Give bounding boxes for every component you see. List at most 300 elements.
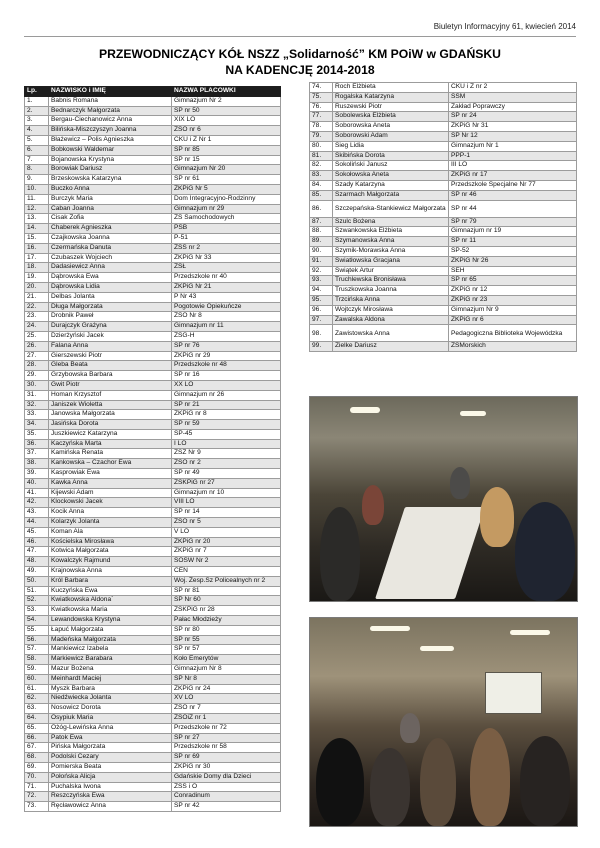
row-lp: 53.: [25, 606, 49, 616]
row-institution: SP nr 61: [172, 175, 281, 185]
table-row: [25, 243, 281, 253]
row-institution: Gimnazjum nr 29: [172, 204, 281, 214]
table-row: [25, 175, 281, 185]
table-row: [310, 171, 577, 181]
row-lp: 58.: [25, 655, 49, 665]
row-name: Nosowicz Dorota: [49, 704, 172, 714]
table-row: [25, 802, 281, 812]
row-institution: SP nr 59: [172, 420, 281, 430]
table-row: [25, 204, 281, 214]
row-institution: CKU i Z nr 2: [449, 83, 577, 93]
row-name: Kolarzyk Jolanta: [49, 518, 172, 528]
row-institution: SP nr 80: [172, 625, 281, 635]
table-row: [25, 665, 281, 675]
title-line-2: NA KADENCJĘ 2014-2018: [225, 63, 375, 77]
row-lp: 90.: [310, 246, 333, 256]
table-row: [25, 282, 281, 292]
row-institution: Gimnazjum nr 11: [172, 322, 281, 332]
row-institution: ZKPiG nr 29: [172, 351, 281, 361]
row-name: Janowska Małgorzata: [49, 410, 172, 420]
table-row: [310, 315, 577, 325]
row-name: Markiewicz Barabara: [49, 655, 172, 665]
row-name: Kaczyńska Marta: [49, 439, 172, 449]
table-row: [25, 390, 281, 400]
row-lp: 88.: [310, 227, 333, 237]
row-name: Połońska Alicja: [49, 772, 172, 782]
attendee: [320, 507, 360, 601]
row-lp: 97.: [310, 315, 333, 325]
header-name: NAZWISKO i IMIĘ: [49, 87, 172, 97]
row-name: Szarmach Małgorzata: [333, 190, 449, 200]
row-lp: 84.: [310, 180, 333, 190]
row-name: Rogalska Katarzyna: [333, 92, 449, 102]
table-row: [25, 380, 281, 390]
header-lp: Lp.: [25, 87, 49, 97]
row-name: Dadasiewicz Anna: [49, 263, 172, 273]
row-name: Kankowska – Czachor Ewa: [49, 459, 172, 469]
row-lp: 27.: [25, 351, 49, 361]
table-row: [25, 792, 281, 802]
row-lp: 40.: [25, 478, 49, 488]
row-institution: SP nr 27: [172, 733, 281, 743]
table-row: [25, 547, 281, 557]
row-lp: 26.: [25, 341, 49, 351]
row-lp: 19.: [25, 273, 49, 283]
row-institution: P Nr 43: [172, 292, 281, 302]
attendee: [370, 748, 410, 826]
row-institution: Koło Emerytów: [172, 655, 281, 665]
table-row: [25, 322, 281, 332]
row-name: Truchlewska Bronisława: [333, 276, 449, 286]
row-institution: SP nr 21: [172, 400, 281, 410]
row-lp: 13.: [25, 214, 49, 224]
row-lp: 35.: [25, 429, 49, 439]
table-row: [25, 596, 281, 606]
attendee: [515, 502, 575, 601]
table-row: [310, 180, 577, 190]
row-lp: 38.: [25, 459, 49, 469]
row-lp: 78.: [310, 122, 333, 132]
row-lp: 62.: [25, 694, 49, 704]
row-name: Błażewicz – Polis Agnieszka: [49, 135, 172, 145]
table-row: [25, 155, 281, 165]
row-institution: Gimnazjum nr 26: [172, 390, 281, 400]
table-row: [310, 200, 577, 217]
row-institution: SP nr 79: [449, 217, 577, 227]
row-institution: ZKPiG Nr 31: [449, 122, 577, 132]
chairpersons-table-left: [24, 86, 281, 812]
table-row: [25, 586, 281, 596]
row-institution: ZKPiG nr 20: [172, 537, 281, 547]
row-institution: PSB: [172, 224, 281, 234]
row-institution: ZKPiG nr 17: [449, 171, 577, 181]
row-institution: ZKPiG nr 23: [449, 295, 577, 305]
row-name: Szady Katarzyna: [333, 180, 449, 190]
row-lp: 83.: [310, 171, 333, 181]
row-lp: 14.: [25, 224, 49, 234]
row-institution: SP nr 44: [449, 200, 577, 217]
row-name: Myszk Barbara: [49, 684, 172, 694]
row-lp: 86.: [310, 200, 333, 217]
table-row: [25, 351, 281, 361]
row-lp: 47.: [25, 547, 49, 557]
table-row: [310, 256, 577, 266]
row-name: Durajczyk Grażyna: [49, 322, 172, 332]
header-institution: NAZWA PLACÓWKI: [172, 87, 281, 97]
row-lp: 98.: [310, 325, 333, 342]
row-institution: ZSZ Nr 9: [172, 449, 281, 459]
row-institution: SP nr 49: [172, 469, 281, 479]
row-institution: ZKPiG Nr 26: [449, 256, 577, 266]
table-row: [25, 194, 281, 204]
row-lp: 93.: [310, 276, 333, 286]
row-lp: 43.: [25, 508, 49, 518]
row-name: Szczepańska-Stankiewicz Małgorzata: [333, 200, 449, 217]
row-name: Ożóg-Lewińska Anna: [49, 723, 172, 733]
row-lp: 94.: [310, 286, 333, 296]
row-name: Brzeskowska Katarzyna: [49, 175, 172, 185]
row-name: Wojtczyk Mirosława: [333, 305, 449, 315]
row-lp: 51.: [25, 586, 49, 596]
row-name: Król Barbara: [49, 576, 172, 586]
row-lp: 79.: [310, 131, 333, 141]
row-institution: SP-45: [172, 429, 281, 439]
table-row: [310, 305, 577, 315]
table-row: [25, 165, 281, 175]
row-lp: 77.: [310, 112, 333, 122]
row-lp: 82.: [310, 161, 333, 171]
row-name: Kocik Anna: [49, 508, 172, 518]
row-name: Sokoliński Janusz: [333, 161, 449, 171]
row-name: Zawistowska Anna: [333, 325, 449, 342]
row-name: Cisak Zofia: [49, 214, 172, 224]
row-lp: 5.: [25, 135, 49, 145]
row-name: Osypiuk Maria: [49, 714, 172, 724]
table-row: [25, 292, 281, 302]
row-lp: 1.: [25, 96, 49, 106]
row-name: Sokołowska Aneta: [333, 171, 449, 181]
row-name: Borowiak Dariusz: [49, 165, 172, 175]
row-lp: 80.: [310, 141, 333, 151]
row-lp: 41.: [25, 488, 49, 498]
row-institution: SP nr 50: [172, 106, 281, 116]
table-row: [25, 410, 281, 420]
row-name: Kamińska Renata: [49, 449, 172, 459]
row-institution: I LO: [172, 439, 281, 449]
table-row: [25, 253, 281, 263]
row-name: Madeńska Małgorzata: [49, 635, 172, 645]
row-name: Falana Anna: [49, 341, 172, 351]
row-institution: CKU i Z Nr 1: [172, 135, 281, 145]
row-lp: 2.: [25, 106, 49, 116]
row-institution: SP nr 42: [172, 802, 281, 812]
row-institution: ZKPiG nr 30: [172, 762, 281, 772]
row-lp: 67.: [25, 743, 49, 753]
page-title: [24, 46, 576, 78]
row-institution: Gimnazjum Nr 8: [172, 665, 281, 675]
table-row: [25, 302, 281, 312]
row-institution: SP nr 65: [449, 276, 577, 286]
row-institution: CEN: [172, 567, 281, 577]
row-name: Bilińska-Miszczyszyn Joanna: [49, 126, 172, 136]
row-lp: 16.: [25, 243, 49, 253]
header-divider: [24, 36, 576, 37]
attendee: [470, 728, 510, 826]
attendee: [400, 713, 420, 743]
row-lp: 9.: [25, 175, 49, 185]
row-name: Kościelska Mirosława: [49, 537, 172, 547]
row-lp: 66.: [25, 733, 49, 743]
row-lp: 23.: [25, 312, 49, 322]
row-institution: SP nr 81: [172, 586, 281, 596]
row-name: Kotwica Małgorzata: [49, 547, 172, 557]
table-row: [25, 449, 281, 459]
ceiling-light: [370, 626, 410, 631]
row-name: Roch Elżbieta: [333, 83, 449, 93]
table-row: [25, 214, 281, 224]
table-row: [25, 459, 281, 469]
row-lp: 63.: [25, 704, 49, 714]
row-lp: 48.: [25, 557, 49, 567]
row-name: Szymik-Morawska Anna: [333, 246, 449, 256]
row-lp: 11.: [25, 194, 49, 204]
ceiling-light: [420, 646, 454, 651]
row-name: Długa Małgorzata: [49, 302, 172, 312]
table-row: [310, 151, 577, 161]
row-lp: 12.: [25, 204, 49, 214]
row-institution: SP Nr 60: [172, 596, 281, 606]
row-institution: Dom Integracyjno-Rodzinny: [172, 194, 281, 204]
table-row: [310, 92, 577, 102]
row-institution: ZSG-H: [172, 331, 281, 341]
row-lp: 39.: [25, 469, 49, 479]
table-row: [25, 469, 281, 479]
row-name: Mankiewicz Izabela: [49, 645, 172, 655]
row-institution: VIII LO: [172, 498, 281, 508]
table-row: [310, 342, 577, 352]
row-institution: ZS Samochodowych: [172, 214, 281, 224]
row-name: Zielke Dariusz: [333, 342, 449, 352]
row-institution: ZKPiG nr 8: [172, 410, 281, 420]
row-name: Kawka Anna: [49, 478, 172, 488]
row-institution: XIX LO: [172, 116, 281, 126]
table-row: [25, 772, 281, 782]
row-name: Kasprowiak Ewa: [49, 469, 172, 479]
table-row: [25, 782, 281, 792]
row-lp: 50.: [25, 576, 49, 586]
table-row: [25, 684, 281, 694]
row-name: Meinhardt Maciej: [49, 674, 172, 684]
table-row: [25, 645, 281, 655]
row-institution: SP nr 55: [172, 635, 281, 645]
table-row: [25, 106, 281, 116]
table-row: [25, 312, 281, 322]
row-lp: 21.: [25, 292, 49, 302]
row-lp: 55.: [25, 625, 49, 635]
row-institution: SSM: [449, 92, 577, 102]
table-row: [25, 576, 281, 586]
row-lp: 31.: [25, 390, 49, 400]
row-institution: Przedszkole nr 48: [172, 361, 281, 371]
row-name: Kijewski Adam: [49, 488, 172, 498]
table-row: [310, 227, 577, 237]
row-name: Mazur Bożena: [49, 665, 172, 675]
row-institution: SP Nr 12: [449, 131, 577, 141]
row-name: Trzcińska Anna: [333, 295, 449, 305]
row-lp: 42.: [25, 498, 49, 508]
row-name: Bergau-Ciechanowicz Anna: [49, 116, 172, 126]
table-row: [25, 704, 281, 714]
row-lp: 25.: [25, 331, 49, 341]
row-institution: V LO: [172, 527, 281, 537]
row-institution: SP nr 16: [172, 371, 281, 381]
table-row: [25, 429, 281, 439]
row-institution: Przedszkole Specjalne Nr 77: [449, 180, 577, 190]
attendee: [520, 736, 570, 826]
table-header-row: [25, 87, 281, 97]
row-name: Kowalczyk Rajmund: [49, 557, 172, 567]
table-row: [25, 762, 281, 772]
row-institution: ZSO nr 2: [172, 459, 281, 469]
row-lp: 89.: [310, 237, 333, 247]
attendee: [450, 467, 470, 499]
row-institution: ZSO nr 5: [172, 518, 281, 528]
conference-table: [375, 507, 485, 599]
table-row: [25, 273, 281, 283]
row-institution: ZKPiG nr 7: [172, 547, 281, 557]
table-row: [25, 616, 281, 626]
table-row: [310, 161, 577, 171]
row-institution: SEH: [449, 266, 577, 276]
row-lp: 92.: [310, 266, 333, 276]
row-institution: ZSŁ: [172, 263, 281, 273]
row-name: Puchalska Iwona: [49, 782, 172, 792]
row-name: Sieg Lidia: [333, 141, 449, 151]
table-row: [25, 567, 281, 577]
row-institution: XX LO: [172, 380, 281, 390]
table-row: [25, 224, 281, 234]
row-lp: 22.: [25, 302, 49, 312]
row-lp: 95.: [310, 295, 333, 305]
row-name: Juszkiewicz Katarzyna: [49, 429, 172, 439]
table-row: [310, 295, 577, 305]
row-institution: Gimnazjum Nr 1: [449, 141, 577, 151]
table-row: [25, 263, 281, 273]
row-institution: SP nr 15: [172, 155, 281, 165]
row-lp: 57.: [25, 645, 49, 655]
row-name: Drobnik Paweł: [49, 312, 172, 322]
row-name: Zawalska Aldona: [333, 315, 449, 325]
row-lp: 76.: [310, 102, 333, 112]
bulletin-header: Biuletyn Informacyjny 61, kwiecień 2014: [433, 22, 576, 31]
row-lp: 8.: [25, 165, 49, 175]
row-name: Kuczyńska Ewa: [49, 586, 172, 596]
row-institution: ZSO nr 7: [172, 704, 281, 714]
row-name: Koman Ala: [49, 527, 172, 537]
row-lp: 65.: [25, 723, 49, 733]
table-row: [310, 237, 577, 247]
table-row: [25, 655, 281, 665]
row-name: Szymanowska Anna: [333, 237, 449, 247]
row-institution: SP nr 46: [449, 190, 577, 200]
row-lp: 34.: [25, 420, 49, 430]
row-lp: 37.: [25, 449, 49, 459]
chairpersons-table-right: [309, 82, 577, 352]
table-row: [310, 246, 577, 256]
table-row: [25, 733, 281, 743]
row-name: Dzierżyński Jacek: [49, 331, 172, 341]
table-row: [25, 439, 281, 449]
table-row: [310, 276, 577, 286]
attendee: [420, 738, 456, 826]
row-name: Kwiatkowska Maria: [49, 606, 172, 616]
row-name: Truszkowska Joanna: [333, 286, 449, 296]
row-name: Czubaszek Wojciech: [49, 253, 172, 263]
table-row: [25, 341, 281, 351]
table-row: [310, 102, 577, 112]
row-name: Czermańska Danuta: [49, 243, 172, 253]
row-lp: 32.: [25, 400, 49, 410]
table-row: [310, 190, 577, 200]
projection-screen: [485, 672, 542, 714]
row-institution: ZSS nr 2: [172, 243, 281, 253]
row-name: Janiszek Wioletta: [49, 400, 172, 410]
row-institution: Przedszkole nr 72: [172, 723, 281, 733]
row-institution: ZSKPiG nr 28: [172, 606, 281, 616]
row-institution: Gimnazjum Nr 2: [172, 96, 281, 106]
row-lp: 17.: [25, 253, 49, 263]
row-institution: SP nr 11: [449, 237, 577, 247]
row-name: Soborowski Adam: [333, 131, 449, 141]
row-institution: ZKPiG Nr 33: [172, 253, 281, 263]
row-name: Światłowska Gracjana: [333, 256, 449, 266]
row-name: Bojanowska Krystyna: [49, 155, 172, 165]
row-lp: 70.: [25, 772, 49, 782]
meeting-photo-1: [309, 396, 578, 602]
row-lp: 73.: [25, 802, 49, 812]
table-row: [25, 488, 281, 498]
table-row: [25, 96, 281, 106]
row-institution: XV LO: [172, 694, 281, 704]
attendee: [480, 487, 514, 547]
row-name: Caban Joanna: [49, 204, 172, 214]
table-row: [25, 625, 281, 635]
table-row: [25, 116, 281, 126]
table-row: [25, 635, 281, 645]
row-institution: Przedszkole nr 40: [172, 273, 281, 283]
row-institution: ZSMorskich: [449, 342, 577, 352]
row-lp: 54.: [25, 616, 49, 626]
row-name: Bobkowski Waldemar: [49, 145, 172, 155]
row-institution: ZSOiZ nr 1: [172, 714, 281, 724]
row-institution: ZSO nr 6: [172, 126, 281, 136]
row-institution: III LO: [449, 161, 577, 171]
row-institution: Conradinum: [172, 792, 281, 802]
table-row: [25, 135, 281, 145]
row-name: Buczko Anna: [49, 184, 172, 194]
row-lp: 30.: [25, 380, 49, 390]
row-name: Lewandowska Krystyna: [49, 616, 172, 626]
row-lp: 71.: [25, 782, 49, 792]
row-lp: 69.: [25, 762, 49, 772]
row-lp: 60.: [25, 674, 49, 684]
ceiling-light: [350, 407, 380, 413]
table-row: [25, 557, 281, 567]
row-name: Sobolewska Elżbieta: [333, 112, 449, 122]
row-institution: ZSO Nr 8: [172, 312, 281, 322]
table-row: [25, 527, 281, 537]
row-lp: 96.: [310, 305, 333, 315]
